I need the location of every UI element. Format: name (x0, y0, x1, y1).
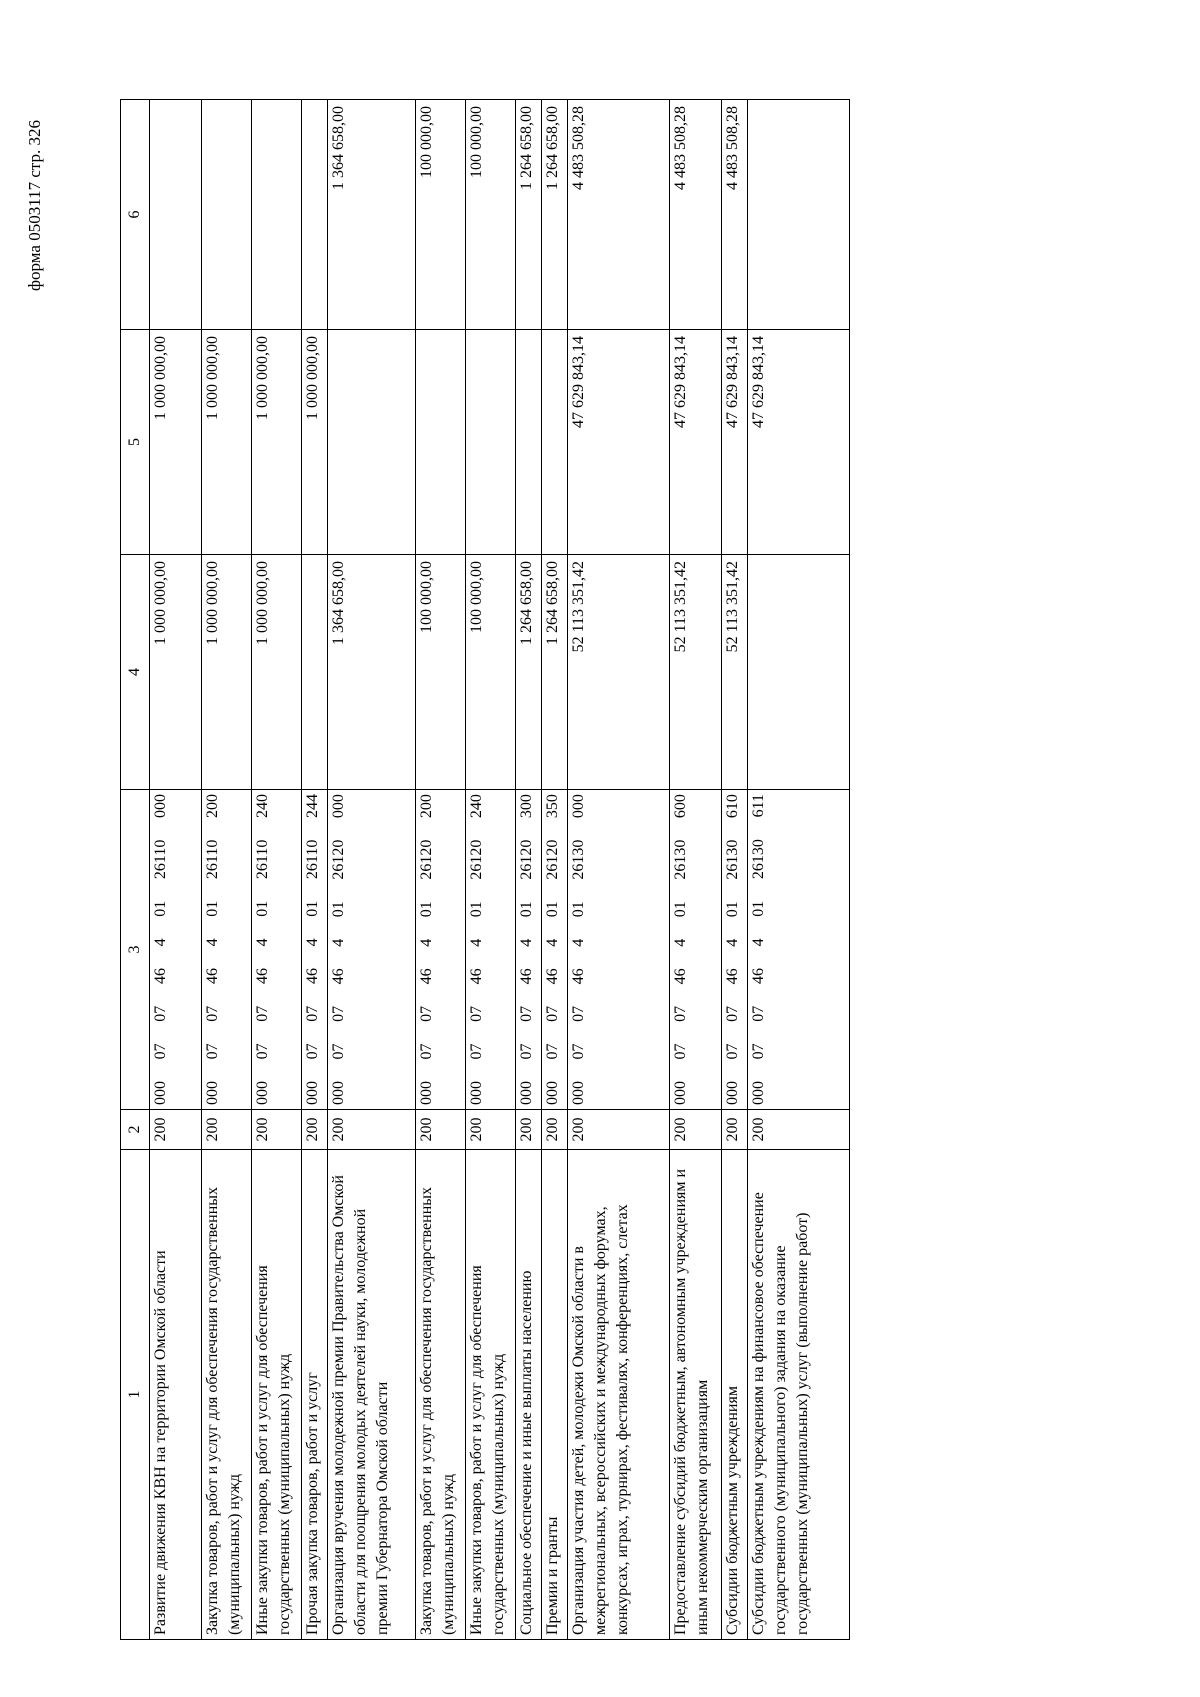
code-part: 46 (204, 968, 221, 985)
code-parts (670, 794, 692, 1105)
code-part: 600 (672, 794, 689, 819)
row-value-col-6: 4 483 508,28 (568, 100, 670, 330)
code-part: 26130 (570, 839, 587, 880)
row-value-col-6 (252, 100, 302, 330)
code-parts (202, 794, 224, 1105)
header-col-5: 5 (121, 330, 150, 555)
row-classification-code (670, 790, 722, 1110)
table-row (302, 100, 328, 1640)
table-row (542, 100, 568, 1640)
row-value-col-4: 1 364 658,00 (328, 555, 416, 790)
code-part: 46 (672, 968, 689, 985)
row-value-col-4: 1 000 000,00 (150, 555, 202, 790)
row-value-col-5 (416, 330, 466, 555)
row-classification-code (416, 790, 466, 1110)
row-value-col-4: 100 000,00 (466, 555, 516, 790)
row-name: Предоставление субсидий бюджетным, автономным учреждениям и иным некоммерческим организациям (670, 1150, 722, 1640)
code-part: 26110 (254, 839, 271, 880)
code-part: 07 (418, 1043, 435, 1060)
code-part: 000 (418, 1081, 435, 1105)
code-part: 01 (468, 901, 485, 918)
row-name: Иные закупки товаров, работ и услуг для обеспечения государственных (муниципальных) нужд (466, 1150, 516, 1640)
code-part: 46 (750, 968, 767, 985)
code-part: 000 (304, 1081, 321, 1105)
code-part: 26130 (750, 839, 767, 880)
row-name: Развитие движения КВН на территории Омской области (150, 1150, 202, 1640)
row-classification-code (568, 790, 670, 1110)
code-part: 000 (570, 794, 587, 819)
row-value-col-4 (748, 555, 850, 790)
code-part: 07 (750, 1005, 767, 1022)
row-classification-code (150, 790, 202, 1110)
code-part: 000 (518, 1081, 535, 1105)
code-part: 07 (518, 1005, 535, 1022)
row-line-code: 200 (416, 1110, 466, 1150)
code-part: 07 (304, 1043, 321, 1060)
row-line-code: 200 (328, 1110, 416, 1150)
code-parts (516, 794, 538, 1105)
row-value-col-4: 1 000 000,00 (252, 555, 302, 790)
header-col-6: 6 (121, 100, 150, 330)
code-part: 4 (418, 938, 435, 947)
row-name: Премии и гранты (542, 1150, 568, 1640)
code-part: 01 (570, 901, 587, 918)
row-value-col-4: 52 113 351,42 (722, 555, 748, 790)
row-name: Закупка товаров, работ и услуг для обеспечения государственных (муниципальных) нужд (202, 1150, 252, 1640)
row-line-code: 200 (722, 1110, 748, 1150)
row-line-code: 200 (516, 1110, 542, 1150)
table-row (416, 100, 466, 1640)
code-part: 07 (418, 1005, 435, 1022)
code-part: 46 (544, 968, 561, 985)
header-row (121, 100, 150, 1640)
code-part: 07 (254, 1005, 271, 1022)
code-part: 07 (204, 1005, 221, 1022)
header-col-1: 1 (121, 1150, 150, 1640)
code-part: 610 (724, 794, 741, 819)
row-value-col-5: 47 629 843,14 (722, 330, 748, 555)
code-part: 4 (304, 938, 321, 947)
row-value-col-5: 1 000 000,00 (302, 330, 328, 555)
code-part: 200 (204, 794, 221, 818)
table-row (252, 100, 302, 1640)
code-part: 26120 (518, 839, 535, 880)
header-col-3: 3 (121, 790, 150, 1110)
code-part: 07 (204, 1043, 221, 1060)
row-classification-code (542, 790, 568, 1110)
code-part: 26130 (724, 839, 741, 880)
code-part: 46 (518, 968, 535, 985)
code-part: 46 (254, 968, 271, 985)
code-part: 07 (468, 1043, 485, 1060)
table-row (150, 100, 202, 1640)
row-line-code: 200 (252, 1110, 302, 1150)
table-row (328, 100, 416, 1640)
row-line-code: 200 (150, 1110, 202, 1150)
row-classification-code (328, 790, 416, 1110)
row-classification-code (466, 790, 516, 1110)
code-parts (150, 794, 172, 1105)
code-part: 4 (518, 938, 535, 947)
code-part: 07 (724, 1043, 741, 1060)
code-part: 4 (468, 938, 485, 947)
code-part: 07 (330, 1005, 347, 1022)
code-part: 240 (254, 794, 271, 818)
code-part: 07 (672, 1043, 689, 1060)
code-parts (328, 794, 350, 1105)
code-part: 07 (518, 1043, 535, 1060)
code-part: 240 (468, 794, 485, 819)
code-part: 000 (724, 1081, 741, 1105)
code-part: 26110 (152, 839, 169, 880)
code-part: 01 (518, 901, 535, 918)
code-part: 000 (152, 794, 169, 818)
row-value-col-5: 47 629 843,14 (748, 330, 850, 555)
code-part: 07 (724, 1005, 741, 1022)
code-part: 000 (750, 1081, 767, 1105)
code-part: 26110 (304, 839, 321, 880)
table-row (466, 100, 516, 1640)
code-parts (302, 794, 324, 1105)
row-value-col-6: 100 000,00 (466, 100, 516, 330)
row-value-col-4: 1 000 000,00 (202, 555, 252, 790)
row-value-col-4: 52 113 351,42 (670, 555, 722, 790)
code-part: 000 (254, 1081, 271, 1105)
code-part: 07 (330, 1043, 347, 1060)
row-value-col-4: 1 264 658,00 (542, 555, 568, 790)
code-part: 01 (254, 900, 271, 917)
row-classification-code (748, 790, 850, 1110)
code-part: 07 (750, 1043, 767, 1060)
code-part: 07 (544, 1005, 561, 1022)
row-value-col-6 (302, 100, 328, 330)
row-name: Закупка товаров, работ и услуг для обеспечения государственных (муниципальных) нужд (416, 1150, 466, 1640)
code-part: 46 (570, 968, 587, 985)
table-row (568, 100, 670, 1640)
row-line-code: 200 (202, 1110, 252, 1150)
row-line-code: 200 (748, 1110, 850, 1150)
table-row (670, 100, 722, 1640)
code-part: 01 (544, 901, 561, 918)
code-part: 01 (204, 900, 221, 917)
form-label: форма 0503117 стр. 326 (25, 120, 44, 291)
code-part: 07 (152, 1043, 169, 1060)
code-part: 07 (468, 1005, 485, 1022)
row-value-col-5: 1 000 000,00 (202, 330, 252, 555)
row-value-col-5: 1 000 000,00 (252, 330, 302, 555)
code-part: 07 (570, 1043, 587, 1060)
code-part: 01 (330, 901, 347, 918)
code-part: 01 (724, 901, 741, 918)
code-part: 000 (204, 1081, 221, 1105)
code-part: 4 (750, 938, 767, 947)
row-value-col-5 (466, 330, 516, 555)
code-part: 244 (304, 794, 321, 818)
code-part: 07 (152, 1005, 169, 1022)
row-line-code: 200 (542, 1110, 568, 1150)
code-part: 46 (468, 968, 485, 985)
row-name: Организация участия детей, молодежи Омской области в межрегиональных, всероссийских и международных форумах, конкурсах, играх, турнирах, фестивалях, конференциях, слетах (568, 1150, 670, 1640)
code-part: 4 (254, 938, 271, 947)
row-value-col-6: 1 264 658,00 (516, 100, 542, 330)
code-part: 46 (418, 968, 435, 985)
code-part: 611 (750, 794, 767, 818)
code-part: 26120 (544, 839, 561, 880)
row-value-col-5: 47 629 843,14 (670, 330, 722, 555)
code-parts (748, 794, 770, 1105)
code-part: 01 (418, 901, 435, 918)
code-part: 26120 (330, 839, 347, 880)
table-row (516, 100, 542, 1640)
code-part: 4 (330, 938, 347, 947)
row-value-col-5 (328, 330, 416, 555)
code-part: 07 (304, 1005, 321, 1022)
row-value-col-5 (542, 330, 568, 555)
row-name: Организация вручения молодежной премии Правительства Омской области для поощрения молодых деятелей науки, молодежной премии Губернатора Омской области (328, 1150, 416, 1640)
code-part: 46 (304, 968, 321, 985)
code-part: 07 (254, 1043, 271, 1060)
code-part: 000 (468, 1081, 485, 1105)
code-part: 01 (152, 900, 169, 917)
row-classification-code (202, 790, 252, 1110)
rotated-page (25, 100, 970, 1640)
row-classification-code (302, 790, 328, 1110)
code-part: 46 (152, 968, 169, 985)
row-value-col-6: 4 483 508,28 (670, 100, 722, 330)
code-part: 26130 (672, 839, 689, 880)
code-part: 46 (724, 968, 741, 985)
row-name: Субсидии бюджетным учреждениям (722, 1150, 748, 1640)
code-part: 07 (672, 1005, 689, 1022)
code-parts (722, 794, 744, 1105)
row-classification-code (252, 790, 302, 1110)
row-value-col-5: 1 000 000,00 (150, 330, 202, 555)
code-part: 01 (304, 900, 321, 917)
row-value-col-6: 100 000,00 (416, 100, 466, 330)
code-part: 07 (544, 1043, 561, 1060)
header-col-4: 4 (121, 555, 150, 790)
code-parts (568, 794, 590, 1105)
code-parts (416, 794, 438, 1105)
row-name: Субсидии бюджетным учреждениям на финансовое обеспечение государственного (муниципального) задания на оказание государственных (муниципальных) услуг (выполнение работ) (748, 1150, 850, 1640)
code-part: 01 (672, 901, 689, 918)
row-value-col-6: 1 264 658,00 (542, 100, 568, 330)
row-value-col-4 (302, 555, 328, 790)
code-part: 000 (570, 1081, 587, 1105)
row-value-col-5: 47 629 843,14 (568, 330, 670, 555)
code-part: 01 (750, 900, 767, 917)
row-name: Социальное обеспечение и иные выплаты населению (516, 1150, 542, 1640)
code-part: 300 (518, 794, 535, 819)
row-value-col-6: 4 483 508,28 (722, 100, 748, 330)
table-row (748, 100, 850, 1640)
code-part: 000 (152, 1081, 169, 1105)
code-part: 4 (570, 938, 587, 947)
row-classification-code (722, 790, 748, 1110)
code-part: 4 (544, 938, 561, 947)
row-name: Прочая закупка товаров, работ и услуг (302, 1150, 328, 1640)
code-part: 4 (672, 938, 689, 947)
code-part: 4 (724, 938, 741, 947)
code-part: 000 (672, 1081, 689, 1105)
row-value-col-5 (516, 330, 542, 555)
row-classification-code (516, 790, 542, 1110)
code-part: 4 (152, 938, 169, 947)
budget-table (120, 99, 850, 1640)
row-line-code: 200 (302, 1110, 328, 1150)
table-row (722, 100, 748, 1640)
code-part: 26120 (418, 839, 435, 880)
row-value-col-6 (748, 100, 850, 330)
row-line-code: 200 (670, 1110, 722, 1150)
code-parts (466, 794, 488, 1105)
code-parts (542, 794, 564, 1105)
row-name: Иные закупки товаров, работ и услуг для обеспечения государственных (муниципальных) нужд (252, 1150, 302, 1640)
row-value-col-4: 52 113 351,42 (568, 555, 670, 790)
table-row (202, 100, 252, 1640)
code-part: 000 (544, 1081, 561, 1105)
row-line-code: 200 (466, 1110, 516, 1150)
code-part: 07 (570, 1005, 587, 1022)
row-value-col-6: 1 364 658,00 (328, 100, 416, 330)
code-part: 46 (330, 968, 347, 985)
row-value-col-6 (202, 100, 252, 330)
code-part: 26120 (468, 839, 485, 880)
row-line-code: 200 (568, 1110, 670, 1150)
code-parts (252, 794, 274, 1105)
code-part: 26110 (204, 839, 221, 880)
code-part: 000 (330, 1081, 347, 1105)
code-part: 4 (204, 938, 221, 947)
code-part: 350 (544, 794, 561, 819)
header-col-2: 2 (121, 1110, 150, 1150)
code-part: 200 (418, 794, 435, 819)
row-value-col-4: 1 264 658,00 (516, 555, 542, 790)
row-value-col-6 (150, 100, 202, 330)
code-part: 000 (330, 794, 347, 819)
row-value-col-4: 100 000,00 (416, 555, 466, 790)
